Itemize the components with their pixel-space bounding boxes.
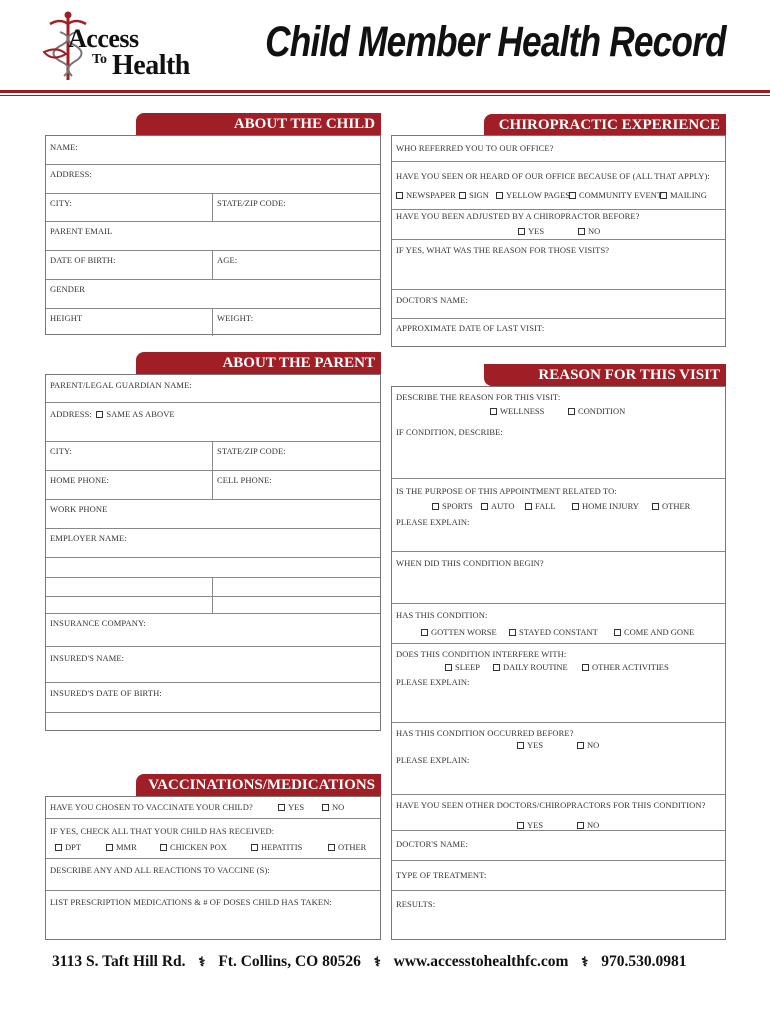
occurred-before-label: HAS THIS CONDITION OCCURRED BEFORE? xyxy=(396,728,574,738)
checkbox-icon xyxy=(278,804,285,811)
checkbox-icon xyxy=(106,844,113,851)
blank-cell-left-3[interactable] xyxy=(46,597,212,613)
reason-section xyxy=(391,386,726,940)
results-label: RESULTS: xyxy=(396,899,436,909)
checkbox-icon xyxy=(660,192,667,199)
purpose-label: IS THE PURPOSE OF THIS APPOINTMENT RELATED TO: xyxy=(396,486,617,496)
prev-doctor-label: DOCTOR'S NAME: xyxy=(396,295,468,305)
child-age-field[interactable] xyxy=(212,251,380,279)
occurred-no-checkbox[interactable] xyxy=(577,740,599,750)
received-label: IF YES, CHECK ALL THAT YOUR CHILD HAS RECEIVED: xyxy=(50,826,275,836)
gotten-worse-label: GOTTEN WORSE xyxy=(431,627,497,637)
come-and-gone-label: COME AND GONE xyxy=(624,627,695,637)
reactions-field[interactable] xyxy=(46,859,380,891)
no-label: NO xyxy=(587,740,600,750)
condition-checkbox[interactable] xyxy=(568,406,625,416)
checkbox-icon xyxy=(525,503,532,510)
same-as-above-label: SAME AS ABOVE xyxy=(106,409,175,419)
child-height-field[interactable] xyxy=(46,309,212,336)
vaccinate-label: HAVE YOU CHOSEN TO VACCINATE YOUR CHILD? xyxy=(50,802,253,812)
same-as-above-checkbox[interactable] xyxy=(96,411,103,418)
cell-phone-label: CELL PHONE: xyxy=(217,475,272,485)
stayed-constant-checkbox[interactable] xyxy=(509,627,598,637)
child-state-zip-label: STATE/ZIP CODE: xyxy=(217,198,286,208)
come-and-gone-checkbox[interactable] xyxy=(614,627,694,637)
last-visit-label: APPROXIMATE DATE OF LAST VISIT: xyxy=(396,323,545,333)
checkbox-icon xyxy=(490,408,497,415)
daily-routine-checkbox[interactable] xyxy=(493,662,568,672)
sleep-checkbox[interactable] xyxy=(445,662,480,672)
mmr-label: MMR xyxy=(116,842,137,852)
guardian-name-label: PARENT/LEGAL GUARDIAN NAME: xyxy=(50,380,192,390)
sports-label: SPORTS xyxy=(442,501,473,511)
header-rule-thin xyxy=(0,95,770,96)
caduceus-separator-icon: ⚕ xyxy=(581,954,589,969)
employer-field[interactable] xyxy=(46,529,380,558)
child-city-label: CITY: xyxy=(50,198,72,208)
when-begin-field[interactable] xyxy=(392,552,725,604)
purpose-row xyxy=(392,479,725,552)
checkbox-icon xyxy=(572,503,579,510)
checkbox-icon xyxy=(652,503,659,510)
home-phone-field[interactable] xyxy=(46,471,212,499)
dpt-label: DPT xyxy=(65,842,82,852)
footer-address: 3113 S. Taft Hill Rd. xyxy=(52,953,186,970)
yes-label: YES xyxy=(528,226,545,236)
cell-phone-field[interactable] xyxy=(212,471,380,499)
other-vaccine-checkbox[interactable] xyxy=(328,842,366,852)
child-age-label: AGE: xyxy=(217,255,238,265)
child-height-label: HEIGHT xyxy=(50,313,83,323)
other-purpose-checkbox[interactable] xyxy=(652,501,690,511)
footer-contact xyxy=(52,953,686,971)
work-phone-field[interactable] xyxy=(46,500,380,529)
heard-row xyxy=(392,162,725,210)
checkbox-icon xyxy=(509,629,516,636)
home-injury-checkbox[interactable] xyxy=(572,501,639,511)
describe-reason-label: DESCRIBE THE REASON FOR THIS VISIT: xyxy=(396,392,561,402)
newspaper-label: NEWSPAPER xyxy=(406,190,456,200)
other-purpose-label: OTHER xyxy=(662,501,691,511)
parent-email-field[interactable] xyxy=(46,222,380,251)
insurance-label: INSURANCE COMPANY: xyxy=(50,618,146,628)
child-address-field[interactable] xyxy=(46,165,380,194)
checkbox-icon xyxy=(160,844,167,851)
condition-label: CONDITION xyxy=(578,406,626,416)
child-height-row xyxy=(46,309,380,336)
work-phone-label: WORK PHONE xyxy=(50,504,108,514)
parent-city-row xyxy=(46,442,380,471)
footer-phone[interactable]: 970.530.0981 xyxy=(601,953,687,970)
if-condition-label: IF CONDITION, DESCRIBE: xyxy=(396,427,503,437)
about-child-section xyxy=(45,135,381,335)
checkbox-icon xyxy=(568,408,575,415)
blank-line-1[interactable] xyxy=(46,558,380,578)
occurred-before-row xyxy=(392,723,725,795)
sign-checkbox[interactable] xyxy=(459,190,489,200)
yes-label: YES xyxy=(288,802,305,812)
home-injury-label: HOME INJURY xyxy=(582,501,639,511)
medications-label: LIST PRESCRIPTION MEDICATIONS & # OF DOSES CHILD HAS TAKEN: xyxy=(50,897,332,907)
interfere-explain-label: PLEASE EXPLAIN: xyxy=(396,677,470,687)
child-gender-field[interactable] xyxy=(46,280,380,309)
checkbox-icon xyxy=(396,192,403,199)
prev-doctor-field[interactable] xyxy=(392,290,725,319)
logo-text-access: Access xyxy=(68,24,139,53)
yellow-pages-checkbox[interactable] xyxy=(496,190,570,200)
parent-city-label: CITY: xyxy=(50,446,72,456)
no-label: NO xyxy=(332,802,345,812)
hepatitis-label: HEPATITIS xyxy=(261,842,303,852)
checkbox-icon xyxy=(493,664,500,671)
no-label: NO xyxy=(588,226,601,236)
occurred-explain-label: PLEASE EXPLAIN: xyxy=(396,755,470,765)
other-doctor-name-label: DOCTOR'S NAME: xyxy=(396,839,468,849)
community-event-checkbox[interactable] xyxy=(569,190,662,200)
when-begin-label: WHEN DID THIS CONDITION BEGIN? xyxy=(396,558,544,568)
home-phone-label: HOME PHONE: xyxy=(50,475,109,485)
referred-label: WHO REFERRED YOU TO OUR OFFICE? xyxy=(396,143,554,153)
insurance-field[interactable] xyxy=(46,614,380,647)
results-field[interactable] xyxy=(392,891,725,941)
other-doctor-name-field[interactable] xyxy=(392,831,725,861)
caduceus-separator-icon: ⚕ xyxy=(198,954,206,969)
chicken-pox-label: CHICKEN POX xyxy=(170,842,227,852)
hepatitis-checkbox[interactable] xyxy=(251,842,302,852)
chicken-pox-checkbox[interactable] xyxy=(160,842,227,852)
checkbox-icon xyxy=(517,822,524,829)
checkbox-icon xyxy=(421,629,428,636)
blank-cell-right-2[interactable] xyxy=(212,578,380,596)
other-doctors-no-checkbox[interactable] xyxy=(577,820,599,830)
fall-label: FALL xyxy=(535,501,556,511)
checkbox-icon xyxy=(518,228,525,235)
received-row xyxy=(46,819,380,859)
previous-reason-label: IF YES, WHAT WAS THE REASON FOR THOSE VISITS? xyxy=(396,245,610,255)
child-dob-row xyxy=(46,251,380,280)
checkbox-icon xyxy=(459,192,466,199)
logo xyxy=(40,10,200,82)
child-gender-label: GENDER xyxy=(50,284,86,294)
child-name-field[interactable] xyxy=(46,136,380,165)
guardian-name-field[interactable] xyxy=(46,375,380,403)
gotten-worse-checkbox[interactable] xyxy=(421,627,497,637)
vaccinate-row xyxy=(46,797,380,819)
wellness-label: WELLNESS xyxy=(500,406,545,416)
mmr-checkbox[interactable] xyxy=(106,842,137,852)
reason-header: REASON FOR THIS VISIT xyxy=(484,364,726,386)
blank-row-3 xyxy=(46,597,380,614)
checkbox-icon xyxy=(496,192,503,199)
caduceus-separator-icon: ⚕ xyxy=(373,954,381,969)
heard-label: HAVE YOU SEEN OR HEARD OF OUR OFFICE BECAUSE OF (ALL THAT APPLY): xyxy=(396,171,710,181)
blank-line-4[interactable] xyxy=(46,713,380,732)
checkbox-icon xyxy=(614,629,621,636)
logo-text-to: To xyxy=(92,52,108,67)
chiro-section xyxy=(391,135,726,347)
parent-state-zip-label: STATE/ZIP CODE: xyxy=(217,446,286,456)
insured-name-field[interactable] xyxy=(46,647,380,683)
checkbox-icon xyxy=(577,742,584,749)
sleep-label: SLEEP xyxy=(455,662,481,672)
yes-label: YES xyxy=(527,820,544,830)
checkbox-icon xyxy=(55,844,62,851)
about-child-header: ABOUT THE CHILD xyxy=(136,113,381,135)
child-dob-field[interactable] xyxy=(46,251,212,279)
parent-city-field[interactable] xyxy=(46,442,212,470)
footer-city: Ft. Collins, CO 80526 xyxy=(218,953,361,970)
last-visit-field[interactable] xyxy=(392,319,725,348)
child-weight-field[interactable] xyxy=(212,309,380,336)
mailing-label: MAILING xyxy=(670,190,707,200)
referred-field[interactable] xyxy=(392,136,725,162)
interfere-label: DOES THIS CONDITION INTERFERE WITH: xyxy=(396,649,567,659)
page-title: Child Member Health Record xyxy=(265,18,726,66)
insured-dob-label: INSURED'S DATE OF BIRTH: xyxy=(50,688,162,698)
treatment-label: TYPE OF TREATMENT: xyxy=(396,870,487,880)
address-text: ADDRESS: xyxy=(50,409,92,419)
has-condition-row xyxy=(392,604,725,644)
phone-row xyxy=(46,471,380,500)
checkbox-icon xyxy=(577,822,584,829)
about-parent-header: ABOUT THE PARENT xyxy=(136,352,381,374)
sign-label: SIGN xyxy=(469,190,489,200)
child-name-label: NAME: xyxy=(50,142,78,152)
dpt-checkbox[interactable] xyxy=(55,842,81,852)
stayed-constant-label: STAYED CONSTANT xyxy=(519,627,598,637)
checkbox-icon xyxy=(322,804,329,811)
community-event-label: COMMUNITY EVENT xyxy=(579,190,663,200)
checkbox-icon xyxy=(569,192,576,199)
vaccines-section xyxy=(45,796,381,940)
vaccinate-yes-checkbox[interactable] xyxy=(278,802,304,812)
vaccinate-no-checkbox[interactable] xyxy=(322,802,344,812)
medications-field[interactable] xyxy=(46,891,380,941)
adjusted-row xyxy=(392,210,725,240)
insured-name-label: INSURED'S NAME: xyxy=(50,653,125,663)
purpose-explain-label: PLEASE EXPLAIN: xyxy=(396,517,470,527)
other-doctors-yes-checkbox[interactable] xyxy=(517,820,543,830)
child-state-zip-field[interactable] xyxy=(212,194,380,221)
child-city-field[interactable] xyxy=(46,194,212,221)
treatment-field[interactable] xyxy=(392,861,725,891)
child-city-row xyxy=(46,194,380,222)
adjusted-yes-checkbox[interactable] xyxy=(518,226,544,236)
other-activities-checkbox[interactable] xyxy=(582,662,669,672)
about-parent-section xyxy=(45,374,381,731)
parent-state-zip-field[interactable] xyxy=(212,442,380,470)
has-condition-label: HAS THIS CONDITION: xyxy=(396,610,488,620)
checkbox-icon xyxy=(517,742,524,749)
employer-label: EMPLOYER NAME: xyxy=(50,533,127,543)
mailing-checkbox[interactable] xyxy=(660,190,707,200)
insured-dob-field[interactable] xyxy=(46,683,380,713)
footer-website[interactable]: www.accesstohealthfc.com xyxy=(393,953,569,970)
describe-reason-row xyxy=(392,387,725,479)
newspaper-checkbox[interactable] xyxy=(396,190,456,200)
blank-row-2 xyxy=(46,578,380,597)
vaccines-header: VACCINATIONS/MEDICATIONS xyxy=(136,774,381,796)
reactions-label: DESCRIBE ANY AND ALL REACTIONS TO VACCINE (S): xyxy=(50,865,270,875)
parent-address-label xyxy=(50,409,175,419)
wellness-checkbox[interactable] xyxy=(490,406,544,416)
checkbox-icon xyxy=(432,503,439,510)
fall-checkbox[interactable] xyxy=(525,501,556,511)
no-label: NO xyxy=(587,820,600,830)
checkbox-icon xyxy=(251,844,258,851)
adjusted-no-checkbox[interactable] xyxy=(578,226,600,236)
blank-cell-right-3[interactable] xyxy=(212,597,380,613)
blank-cell-left-2[interactable] xyxy=(46,578,212,596)
interfere-row xyxy=(392,644,725,723)
other-doctors-label: HAVE YOU SEEN OTHER DOCTORS/CHIROPRACTORS FOR THIS CONDITION? xyxy=(396,800,706,810)
auto-checkbox[interactable] xyxy=(481,501,514,511)
child-address-label: ADDRESS: xyxy=(50,169,92,179)
child-weight-label: WEIGHT: xyxy=(217,313,254,323)
other-doctors-row xyxy=(392,795,725,831)
other-vaccine-label: OTHER xyxy=(338,842,367,852)
occurred-yes-checkbox[interactable] xyxy=(517,740,543,750)
checkbox-icon xyxy=(445,664,452,671)
yellow-pages-label: YELLOW PAGES xyxy=(506,190,570,200)
child-dob-label: DATE OF BIRTH: xyxy=(50,255,116,265)
yes-label: YES xyxy=(527,740,544,750)
sports-checkbox[interactable] xyxy=(432,501,473,511)
auto-label: AUTO xyxy=(491,501,515,511)
parent-address-field[interactable] xyxy=(46,403,380,442)
checkbox-icon xyxy=(481,503,488,510)
logo-text-health: Health xyxy=(112,50,190,81)
daily-routine-label: DAILY ROUTINE xyxy=(503,662,568,672)
header-rule xyxy=(0,90,770,93)
parent-email-label: PARENT EMAIL xyxy=(50,226,113,236)
checkbox-icon xyxy=(328,844,335,851)
checkbox-icon xyxy=(582,664,589,671)
chiro-header: CHIROPRACTIC EXPERIENCE xyxy=(484,114,726,136)
adjusted-label: HAVE YOU BEEN ADJUSTED BY A CHIROPRACTOR BEFORE? xyxy=(396,211,640,221)
checkbox-icon xyxy=(578,228,585,235)
previous-reason-field[interactable] xyxy=(392,240,725,290)
other-activities-label: OTHER ACTIVITIES xyxy=(592,662,669,672)
